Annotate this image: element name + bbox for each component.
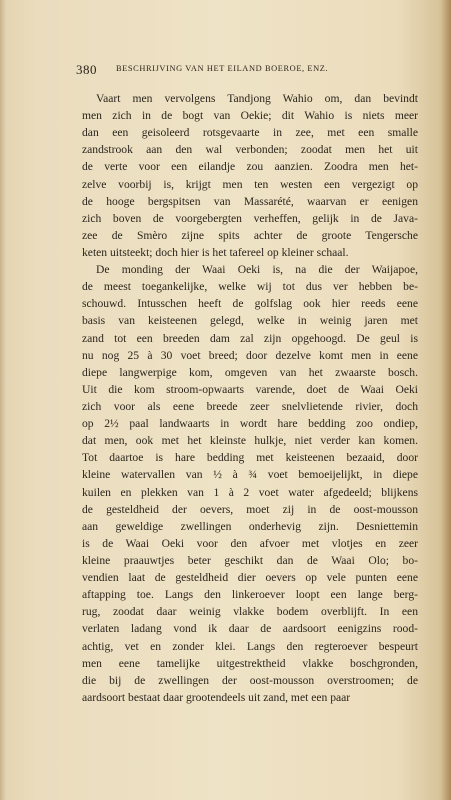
text-line: zich voor als eene breede zeer snelvlietende rivier, doch: [82, 399, 418, 413]
text-line: kuilen en plekken van 1 à 2 voet water afgedeeld; blijkens: [82, 485, 418, 499]
text-line: keten uitsteekt; doch hier is het tafereel op kleiner schaal.: [82, 245, 349, 259]
text-line: aan geweldige zwellingen onderhevig zijn. Desniettemin: [82, 519, 418, 533]
page-left-shadow: [0, 0, 6, 800]
text-line: achtig, vet en zonder klei. Langs den regteroever bespeurt: [82, 639, 418, 653]
text-line: schouwd. Intusschen heeft de golfslag ook hier reeds eene: [82, 297, 418, 311]
text-line: die bij de zwellingen der oost-mousson overstroomen; de: [82, 673, 418, 687]
text-line: dat men, ook met het kleinste hulkje, niet verder kan komen.: [82, 434, 418, 448]
text-line: verlaten ladang vond ik daar de aardsoort eenigzins rood-: [82, 622, 418, 636]
page-gutter-shadow: [441, 0, 451, 800]
text-line: zich boven de voorgebergten verheffen, gelijk in de Java-: [82, 211, 418, 225]
text-line: zelve voorbij is, krijgt men ten westen een vergezigt op: [82, 177, 418, 191]
running-head: BESCHRIJVING VAN HET EILAND BOEROE, ENZ.: [116, 64, 329, 73]
text-line: zee de Smèro zijne spits achter de groote Tengersche: [82, 228, 418, 242]
text-line: aardsoort bestaat daar grootendeels uit zand, met een paar: [82, 690, 351, 704]
text-line: diepe langwerpige kom, omgeven van het zwaarste bosch.: [82, 365, 418, 379]
text-line: vendien laat de gesteldheid dier oevers op vele punten eene: [82, 571, 418, 585]
text-line: De monding der Waai Oeki is, na die der Waijapoe,: [96, 263, 418, 277]
text-line: dan een geisoleerd rotsgevaarte in zee, met een smalle: [82, 126, 418, 140]
text-line: Uit die kom stroom-opwaarts varende, doet de Waai Oeki: [82, 382, 418, 396]
text-line: rug, zoodat daar weinig vlakke bodem overblijft. In een: [82, 605, 418, 619]
text-line: Vaart men vervolgens Tandjong Wahio om, dan bevindt: [96, 92, 418, 105]
text-line: zandstrook aan den wal verbonden; zoodat men het uit: [82, 143, 418, 157]
text-line: op 2½ paal landwaarts in wordt hare bedding zoo ondiep,: [82, 417, 418, 431]
text-line: kleine praauwtjes beter geschikt dan de Waai Olo; bo-: [82, 553, 418, 567]
text-line: de meest toegankelijke, welke wij tot dus ver hebben be-: [82, 280, 418, 294]
text-line: de gesteldheid der oevers, moet zij in de oost-mousson: [82, 502, 418, 516]
body-text: [82, 90, 418, 706]
text-line: kleine watervallen van ½ à ¾ voet bemoeijelijkt, in diepe: [82, 468, 418, 482]
page-number: 380: [76, 62, 97, 77]
text-line: de hooge bergspitsen van Massarété, waarvan er eenigen: [82, 194, 418, 208]
text-line: nu nog 25 à 30 voet breed; door dezelve komt men in eene: [82, 348, 418, 362]
text-line: de verte voor een eilandje zou aanzien. Zoodra men het-: [82, 160, 418, 174]
text-line: basis van keisteenen gelegd, welke in weinig jaren met: [82, 314, 418, 328]
text-line: men eene tamelijke uitgestrektheid vlakke boschgronden,: [82, 656, 418, 670]
text-line: Tot daartoe is hare bedding met keisteenen bezaaid, door: [82, 451, 418, 465]
text-line: is de Waai Oeki voor den afvoer met vlotjes en zeer: [82, 536, 418, 550]
text-line: men zich in de bogt van Oekie; dit Wahio is niets meer: [82, 109, 418, 123]
text-line: zand tot een breeden dam zal zijn opgehoogd. De geul is: [82, 331, 418, 345]
page-header: [76, 62, 406, 78]
text-line: aftapping toe. Langs den linkeroever loopt een lange berg-: [82, 588, 418, 602]
